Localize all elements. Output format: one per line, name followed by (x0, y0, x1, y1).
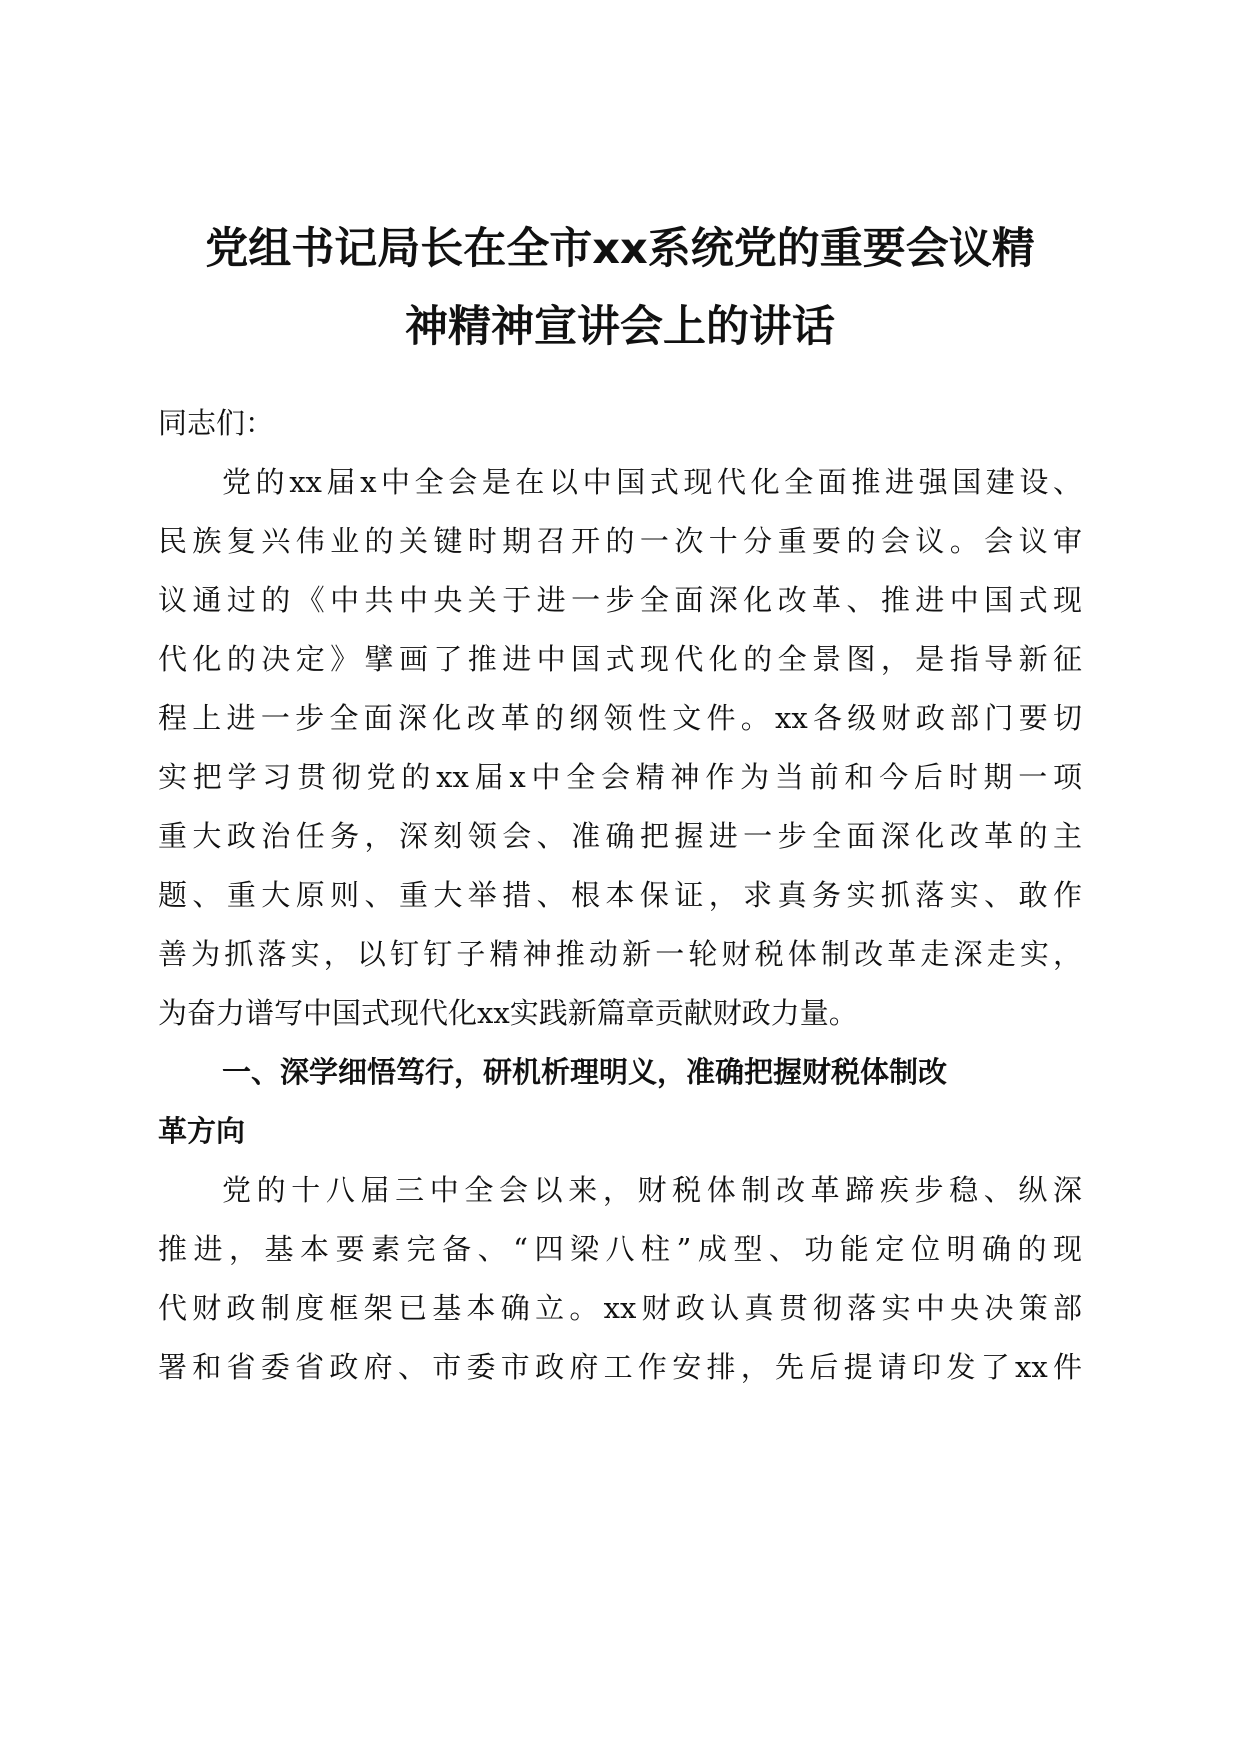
paragraph-2-line-1: 党的十八届三中全会以来，财税体制改革蹄疾步稳、纵深 (222, 1173, 1082, 1207)
section-heading-1-line-2: 革方向 (158, 1114, 246, 1148)
paragraph-2-line-2: 推进，基本要素完备、“四梁八柱”成型、功能定位明确的现 (158, 1232, 1082, 1266)
paragraph-1-line-5: 程上进一步全面深化改革的纲领性文件。xx各级财政部门要切 (158, 701, 1082, 735)
document-title-line-2: 神精神宣讲会上的讲话 (405, 302, 835, 352)
paragraph-1-line-9: 善为抓落实，以钉钉子精神推动新一轮财税体制改革走深走实， (158, 937, 1082, 971)
paragraph-1-line-7: 重大政治任务，深刻领会、准确把握进一步全面深化改革的主 (158, 819, 1082, 853)
paragraph-1-line-6: 实把学习贯彻党的xx届x中全会精神作为当前和今后时期一项 (158, 760, 1082, 794)
paragraph-1-line-1: 党的xx届x中全会是在以中国式现代化全面推进强国建设、 (222, 465, 1082, 499)
paragraph-1-line-3: 议通过的《中共中央关于进一步全面深化改革、推进中国式现 (158, 583, 1082, 617)
document-title-line-1: 党组书记局长在全市xx系统党的重要会议精 (205, 224, 1035, 274)
paragraph-2-line-4: 署和省委省政府、市委市政府工作安排，先后提请印发了xx件 (158, 1350, 1082, 1384)
paragraph-1-line-10: 为奋力谱写中国式现代化xx实践新篇章贡献财政力量。 (158, 996, 858, 1030)
paragraph-1-line-8: 题、重大原则、重大举措、根本保证，求真务实抓落实、敢作 (158, 878, 1082, 912)
salutation: 同志们： (158, 406, 275, 440)
section-heading-1-line-1: 一、深学细悟笃行，研机析理明义，准确把握财税体制改 (222, 1055, 948, 1089)
paragraph-1-line-2: 民族复兴伟业的关键时期召开的一次十分重要的会议。会议审 (158, 524, 1082, 558)
paragraph-2-line-3: 代财政制度框架已基本确立。xx财政认真贯彻落实中央决策部 (158, 1291, 1082, 1325)
paragraph-1-line-4: 代化的决定》擘画了推进中国式现代化的全景图，是指导新征 (158, 642, 1082, 676)
